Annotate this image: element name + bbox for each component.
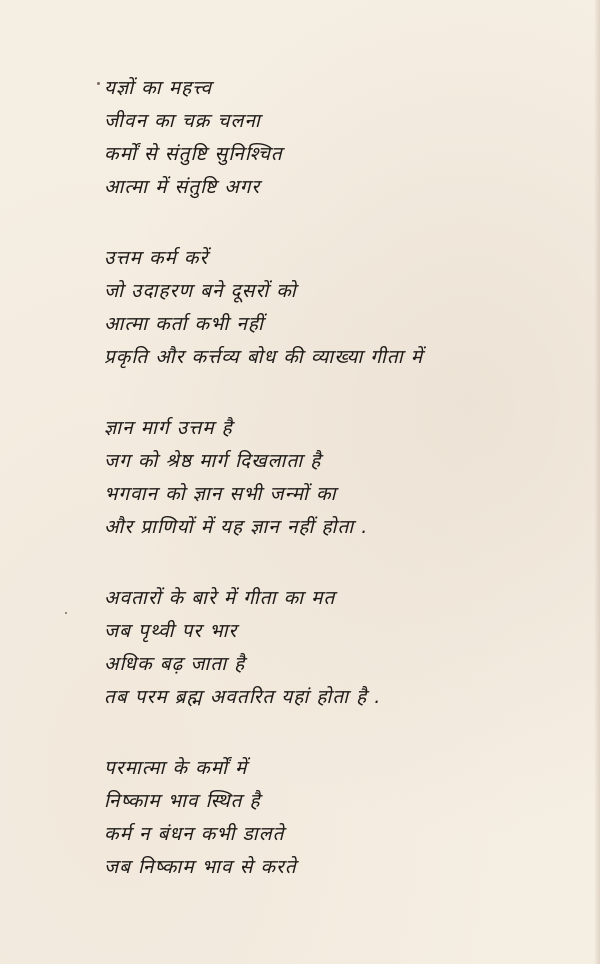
- poem-line: यज्ञों का महत्त्व: [104, 77, 213, 99]
- poem-line: उत्तम कर्म करें: [104, 247, 209, 269]
- poem-line: निष्काम भाव स्थित है: [104, 790, 261, 812]
- stanza-2: [104, 242, 574, 374]
- poem-line: अधिक बढ़ जाता है: [104, 653, 246, 675]
- poem-line: तब परम ब्रह्म अवतरित यहां होता है .: [104, 686, 382, 708]
- poem-line: अवतारों के बारे में गीता का मत: [104, 587, 336, 609]
- stanza-4: [104, 582, 574, 714]
- page-edge-shadow: [594, 0, 600, 964]
- poem-line: कर्म न बंधन कभी डालते: [104, 823, 285, 845]
- stanza-5: [104, 752, 574, 884]
- poem-body: [104, 72, 574, 922]
- poem-line: जीवन का चक्र चलना: [104, 110, 261, 132]
- poem-line: जब पृथ्वी पर भार: [104, 620, 238, 642]
- poem-line: परमात्मा के कर्मों में: [104, 757, 248, 779]
- poem-line: भगवान को ज्ञान सभी जन्मों का: [104, 483, 337, 505]
- poem-line: आत्मा कर्ता कभी नहीं: [104, 313, 264, 335]
- stanza-1: [104, 72, 574, 204]
- poem-line: जो उदाहरण बने दूसरों को: [104, 280, 297, 302]
- ink-speck: [97, 82, 100, 85]
- poem-line: आत्मा में संतुष्टि अगर: [104, 176, 261, 198]
- poem-line: प्रकृति और कर्त्तव्य बोध की व्याख्या गीता में: [104, 346, 424, 368]
- poem-line: और प्राणियों में यह ज्ञान नहीं होता .: [104, 516, 369, 538]
- poem-line: जब निष्काम भाव से करते: [104, 856, 297, 878]
- stanza-3: [104, 412, 574, 544]
- ink-speck: [65, 612, 67, 614]
- poem-line: ज्ञान मार्ग उत्तम है: [104, 417, 233, 439]
- poem-line: कर्मों से संतुष्टि सुनिश्चित: [104, 143, 283, 165]
- poem-line: जग को श्रेष्ठ मार्ग दिखलाता है: [104, 450, 322, 472]
